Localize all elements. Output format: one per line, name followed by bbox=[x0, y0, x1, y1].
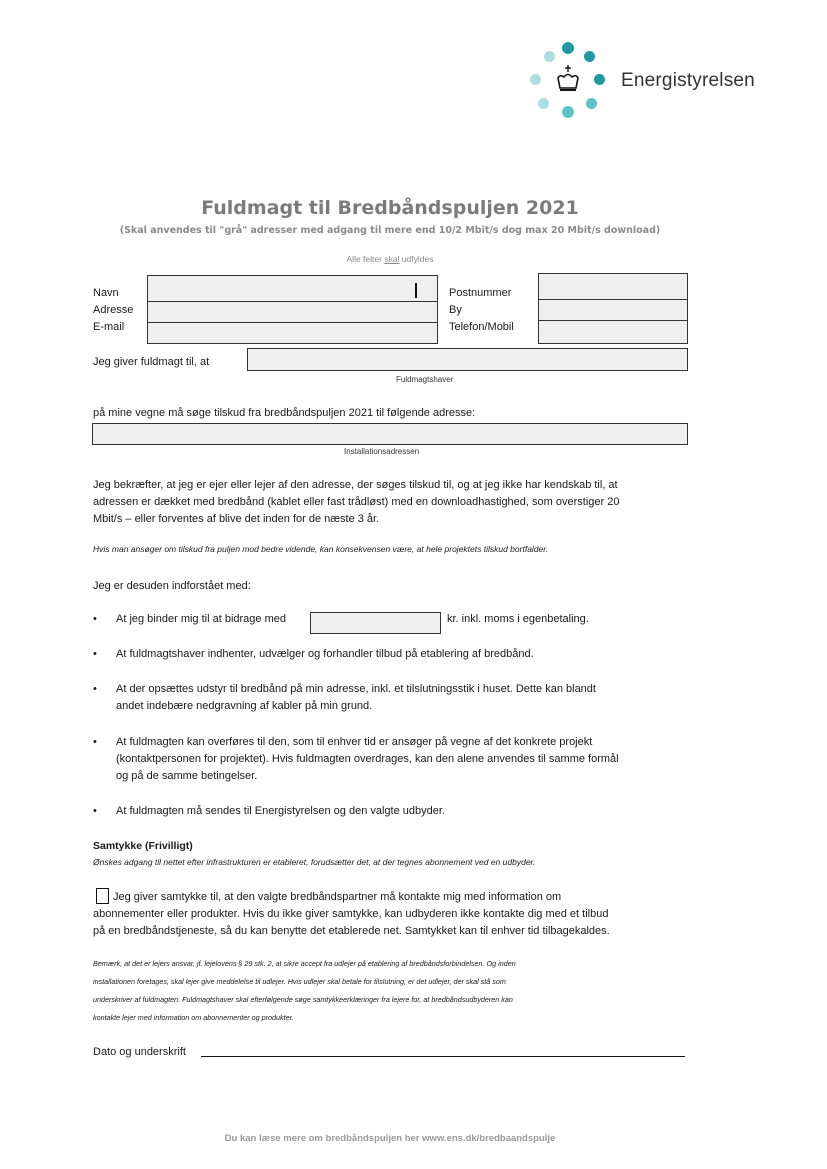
bullet-2-marker: • bbox=[93, 648, 97, 660]
phone-label: Telefon/Mobil bbox=[449, 321, 514, 333]
email-label: E-mail bbox=[93, 321, 125, 333]
footer-text: Du kan læse mere om bredbåndspuljen her www.ens.dk/bredbaandspulje bbox=[224, 1133, 556, 1144]
installation-caption: Installationsadressen bbox=[344, 447, 420, 456]
confirm-line-2: adressen er dækket med bredbånd (kablet eller fast trådløst) med en downloadhastighed, som overstiger 20 bbox=[93, 496, 620, 508]
page-title: Fuldmagt til Bredbåndspuljen 2021 bbox=[201, 197, 579, 219]
name-field[interactable] bbox=[147, 275, 438, 302]
required-note: Alle felter skal udfyldes bbox=[346, 254, 434, 264]
installation-address-field[interactable] bbox=[92, 423, 688, 445]
agree-intro: Jeg er desuden indforstået med: bbox=[93, 580, 251, 592]
address-label: Adresse bbox=[93, 304, 134, 316]
name-label: Navn bbox=[93, 287, 119, 299]
email-field[interactable] bbox=[147, 322, 438, 344]
remark-line-1: Bemærk, at det er lejers ansvar, jf. lejelovens § 29 stk. 2, at sikre accept fra udlejer på etablering af bredbåndsforbindelsen. Og inden bbox=[93, 959, 516, 968]
bullet-4-line-1: At fuldmagten kan overføres til den, som til enhver tid er ansøger på vegne af det konkrete projekt bbox=[116, 736, 593, 748]
city-field[interactable] bbox=[538, 299, 688, 321]
confirm-line-3: Mbit/s – eller forventes af blive det inden for de næste 3 år. bbox=[93, 513, 380, 525]
proxy-caption: Fuldmagtshaver bbox=[396, 375, 454, 384]
consent-line-2: abonnementer eller produkter. Hvis du ikke giver samtykke, kan udbyderen ikke kontakte dig med et tilbud bbox=[93, 908, 609, 920]
bullet-1-text-post: kr. inkl. moms i egenbetaling. bbox=[447, 613, 589, 625]
bullet-4-marker: • bbox=[93, 736, 97, 748]
proxy-holder-field[interactable] bbox=[247, 348, 688, 371]
remark-line-3: underskriver af fuldmagten. Fuldmagtshaver skal efterfølgende søge samtykkeerklæringer fra lejere for, at bredbåndsudbyderen kan bbox=[93, 995, 513, 1004]
bullet-2-text: At fuldmagtshaver indhenter, udvælger og forhandler tilbud på etablering af bredbånd. bbox=[116, 648, 534, 660]
bullet-3-line-2: andet indebære nedgravning af kabler på min grund. bbox=[116, 700, 373, 712]
consent-checkbox[interactable] bbox=[96, 888, 109, 904]
consent-line-3: på en bredbåndstjeneste, så du kan benytte det etablerede net. Samtykket kan til enhver tid tilbagekaldes. bbox=[93, 925, 610, 937]
postal-label: Postnummer bbox=[449, 287, 512, 299]
bullet-1-marker: • bbox=[93, 613, 97, 625]
consent-line-1: Jeg giver samtykke til, at den valgte bredbåndspartner må kontakte mig med information om bbox=[113, 891, 562, 903]
remark-line-2: installationen foretages, skal lejer give meddelelse til udlejer. Hvis udlejer skal betale for tilslutning, er det udlejer, der skal stå som bbox=[93, 977, 506, 986]
postal-field[interactable] bbox=[538, 273, 688, 300]
bullet-3-line-1: At der opsættes udstyr til bredbånd på min adresse, inkl. et tilslutningsstik i huset. Dette kan blandt bbox=[116, 683, 596, 695]
confirm-line-1: Jeg bekræfter, at jeg er ejer eller lejer af den adresse, der søges tilskud til, og at jeg ikke har kendskab til, at bbox=[93, 479, 618, 491]
signature-line[interactable] bbox=[201, 1056, 685, 1057]
city-label: By bbox=[449, 304, 462, 316]
logo bbox=[526, 40, 756, 122]
bullet-4-line-2: (kontaktpersonen for projektet). Hvis fuldmagten overdrages, kan den alene anvendes til samme formål bbox=[116, 753, 619, 765]
apply-text: på mine vegne må søge tilskud fra bredbåndspuljen 2021 til følgende adresse: bbox=[93, 407, 476, 419]
text-cursor bbox=[415, 283, 417, 298]
bullet-4-line-3: og på de samme betingelser. bbox=[116, 770, 258, 782]
phone-field[interactable] bbox=[538, 320, 688, 344]
consent-note: Ønskes adgang til nettet efter infrastrukturen er etableret, forudsætter det, at der tegnes abonnement ved en udbyder. bbox=[93, 857, 536, 867]
bullet-3-marker: • bbox=[93, 683, 97, 695]
logo-text: Energistyrelsen bbox=[621, 70, 755, 91]
consent-heading: Samtykke (Frivilligt) bbox=[93, 840, 193, 852]
bullet-5-marker: • bbox=[93, 805, 97, 817]
page-subtitle: (Skal anvendes til "grå" adresser med adgang til mere end 10/2 Mbit/s dog max 20 Mbit/s download) bbox=[119, 225, 661, 236]
crown-icon bbox=[554, 64, 582, 94]
bullet-5-text: At fuldmagten må sendes til Energistyrelsen og den valgte udbyder. bbox=[116, 805, 445, 817]
signature-label: Dato og underskrift bbox=[93, 1046, 186, 1058]
warning-text: Hvis man ansøger om tilskud fra puljen mod bedre vidende, kan konsekvensen være, at hele projektets tilskud bortfalder. bbox=[93, 544, 549, 554]
contribution-amount-field[interactable] bbox=[310, 612, 441, 634]
bullet-1-text-pre: At jeg binder mig til at bidrage med bbox=[116, 613, 286, 625]
proxy-label: Jeg giver fuldmagt til, at bbox=[93, 356, 210, 368]
remark-line-4: kontakte lejer med information om abonnementer og produkter. bbox=[93, 1013, 294, 1022]
address-field[interactable] bbox=[147, 301, 438, 323]
